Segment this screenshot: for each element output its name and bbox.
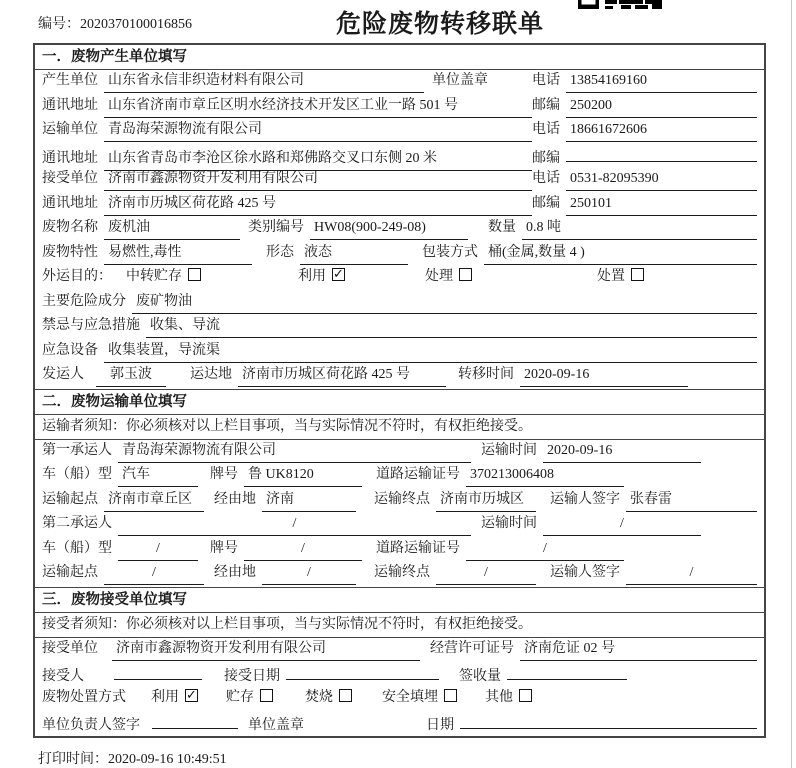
zip1-value: 250200 bbox=[566, 95, 757, 118]
dest-label: 运达地 bbox=[190, 367, 232, 382]
row-vehicle1 bbox=[35, 464, 764, 489]
purpose-option-transfer bbox=[126, 266, 201, 288]
disposal-option-burn-label: 焚烧 bbox=[305, 689, 333, 705]
accept-unit-label: 接受单位 bbox=[42, 640, 98, 656]
character-label: 废物特性 bbox=[42, 244, 98, 260]
row-receiver-left bbox=[42, 168, 532, 191]
origin2-value: / bbox=[104, 562, 204, 585]
end2-label: 运输终点 bbox=[374, 565, 430, 580]
document-number bbox=[38, 13, 192, 33]
phone3-label: 电话 bbox=[532, 171, 560, 186]
equipment-value: 收集装置，导流渠 bbox=[104, 340, 757, 363]
purpose-option-treat-label: 处理 bbox=[425, 269, 453, 284]
row-responsible-sign bbox=[35, 711, 764, 736]
row-equipment bbox=[35, 340, 764, 365]
responsible-sign-value bbox=[152, 711, 238, 729]
checkbox-icon bbox=[260, 689, 273, 702]
section2-notice: 运输者须知：你必须核对以上栏目事项，当与实际情况不符时，有权拒绝接受。 bbox=[35, 415, 764, 440]
disposal-label: 废物处置方式 bbox=[42, 689, 126, 705]
via2-value: / bbox=[262, 562, 356, 585]
via1-label: 经由地 bbox=[214, 491, 256, 507]
zip2-value bbox=[566, 144, 757, 162]
addr3-value: 济南市历城区荷花路 425 号 bbox=[104, 193, 532, 216]
qr-code-fragment bbox=[578, 0, 662, 9]
row-accept-person bbox=[35, 662, 764, 687]
purpose-option-use bbox=[298, 266, 345, 288]
row-producer-right bbox=[532, 70, 757, 93]
checkbox-icon bbox=[459, 268, 472, 281]
receiver-label: 接受单位 bbox=[42, 171, 98, 186]
category-label: 类别编号 bbox=[248, 220, 304, 235]
disposal-option-use-label: 利用 bbox=[151, 689, 179, 705]
accept-date-value bbox=[286, 662, 439, 680]
sign2-value: / bbox=[626, 562, 757, 585]
form-value: 液态 bbox=[300, 242, 408, 265]
dest-value: 济南市历城区荷花路 425 号 bbox=[238, 364, 446, 387]
row-transporter-address bbox=[35, 144, 764, 169]
packing-label: 包装方式 bbox=[422, 244, 478, 260]
plate2-label: 牌号 bbox=[210, 540, 238, 556]
producer-value: 山东省永信非织造材料有限公司 bbox=[104, 70, 424, 93]
checkbox-checked-icon bbox=[185, 689, 198, 702]
category-value: HW08(900-249-08) bbox=[310, 217, 468, 240]
disposal-option-store bbox=[226, 687, 273, 709]
print-time-label: 打印时间： bbox=[38, 752, 108, 767]
purpose-option-use-label: 利用 bbox=[298, 269, 326, 284]
disposal-option-other bbox=[485, 687, 532, 709]
operating-license-label: 经营许可证号 bbox=[430, 640, 514, 656]
plate1-value: 鲁 UK8120 bbox=[244, 464, 362, 487]
taboo-label: 禁忌与应急措施 bbox=[42, 318, 140, 333]
quantity-label: 数量 bbox=[488, 220, 516, 235]
plate1-label: 牌号 bbox=[210, 467, 238, 482]
row-route2 bbox=[35, 562, 764, 587]
row-waste-name bbox=[35, 217, 764, 242]
disposal-option-burn bbox=[305, 687, 352, 709]
transporter-value: 青岛海荣源物流有限公司 bbox=[104, 119, 532, 142]
row-carrier1 bbox=[35, 440, 764, 465]
disposal-option-landfill bbox=[382, 687, 457, 709]
checkbox-icon bbox=[339, 689, 352, 702]
carrier2-label: 第二承运人 bbox=[42, 516, 112, 531]
end1-value: 济南市历城区 bbox=[436, 489, 536, 512]
sign1-label: 运输人签字 bbox=[550, 491, 620, 507]
row-hazard bbox=[35, 291, 764, 316]
origin1-value: 济南市章丘区 bbox=[104, 489, 204, 512]
transfer-time-label: 转移时间 bbox=[458, 367, 514, 382]
addr3-label: 通讯地址 bbox=[42, 195, 98, 211]
vehicle2-label: 车（船）型 bbox=[42, 540, 112, 556]
purpose-option-dispose bbox=[597, 266, 644, 288]
manifest-form bbox=[33, 43, 766, 738]
phone1-label: 电话 bbox=[532, 73, 560, 88]
row-transporter-right bbox=[532, 119, 757, 142]
form-label: 形态 bbox=[266, 244, 294, 260]
via2-label: 经由地 bbox=[214, 565, 256, 580]
section3-notice: 接受者须知：你必须核对以上栏目事项，当与实际情况不符时，有权拒绝接受。 bbox=[35, 613, 764, 638]
checkbox-icon bbox=[188, 268, 201, 281]
row-producer-address bbox=[35, 95, 764, 120]
license1-label: 道路运输证号 bbox=[376, 467, 460, 482]
license2-value: / bbox=[466, 538, 624, 561]
purpose-option-transfer-label: 中转贮存 bbox=[126, 269, 182, 284]
producer-label: 产生单位 bbox=[42, 73, 98, 88]
checkbox-icon bbox=[519, 689, 532, 702]
hazard-label: 主要危险成分 bbox=[42, 293, 126, 309]
row-carrier2 bbox=[35, 513, 764, 538]
print-time-value: 2020-09-16 10:49:51 bbox=[108, 752, 227, 767]
disposal-option-store-label: 贮存 bbox=[226, 689, 254, 705]
addr1-value: 山东省济南市章丘区明水经济技术开发区工业一路 501 号 bbox=[104, 95, 532, 118]
row-vehicle2 bbox=[35, 538, 764, 563]
section1-heading: 一．废物产生单位填写 bbox=[35, 45, 764, 70]
page-title: 危险废物转移联单 bbox=[336, 11, 545, 38]
quantity-value: 0.8 吨 bbox=[522, 217, 757, 240]
checkbox-icon bbox=[444, 689, 457, 702]
purpose-option-treat bbox=[425, 266, 472, 288]
addr1-label: 通讯地址 bbox=[42, 97, 98, 113]
carrier1-label: 第一承运人 bbox=[42, 442, 112, 458]
sign1-value: 张春雷 bbox=[626, 489, 757, 512]
disposal-option-use bbox=[151, 687, 198, 709]
document-number-value: 2020370100016856 bbox=[80, 17, 192, 32]
accept-unit-value: 济南市鑫源物资开发利用有限公司 bbox=[112, 638, 420, 661]
row-producer-address-right bbox=[532, 95, 757, 118]
license1-value: 370213006408 bbox=[466, 464, 624, 487]
zip3-value: 250101 bbox=[566, 193, 757, 216]
row-receiver-address-left bbox=[42, 193, 532, 216]
origin2-label: 运输起点 bbox=[42, 565, 98, 580]
zip2-label: 邮编 bbox=[532, 150, 560, 166]
waste-name-label: 废物名称 bbox=[42, 220, 98, 235]
row-receiver bbox=[35, 168, 764, 193]
signed-amount-value bbox=[507, 662, 627, 680]
phone1-value: 13854169160 bbox=[566, 70, 757, 93]
origin1-label: 运输起点 bbox=[42, 491, 98, 507]
row-producer-address-left bbox=[42, 95, 532, 118]
section2-heading: 二．废物运输单位填写 bbox=[35, 389, 764, 415]
vehicle1-label: 车（船）型 bbox=[42, 467, 112, 482]
row-shipper bbox=[35, 364, 764, 389]
row-transporter-address-right bbox=[532, 144, 757, 170]
carrier1-value: 青岛海荣源物流有限公司 bbox=[118, 440, 471, 463]
carrier2-value: / bbox=[118, 513, 471, 536]
character-value: 易燃性,毒性 bbox=[104, 242, 252, 265]
addr2-label: 通讯地址 bbox=[42, 150, 98, 166]
disposal-option-landfill-label: 安全填埋 bbox=[382, 689, 438, 705]
end1-label: 运输终点 bbox=[374, 491, 430, 507]
signed-amount-label: 签收量 bbox=[459, 669, 501, 684]
row-taboo bbox=[35, 315, 764, 340]
sign2-label: 运输人签字 bbox=[550, 565, 620, 580]
receiver-value: 济南市鑫源物资开发利用有限公司 bbox=[104, 168, 532, 191]
row-receiver-address-right bbox=[532, 193, 757, 216]
packing-value: 桶(金属,数量 4 ) bbox=[484, 242, 757, 265]
shipper-label: 发运人 bbox=[42, 367, 84, 382]
responsible-sign-label: 单位负责人签字 bbox=[42, 718, 140, 733]
unit-seal2-label: 单位盖章 bbox=[248, 718, 304, 733]
checkbox-checked-icon bbox=[332, 268, 345, 281]
zip1-label: 邮编 bbox=[532, 97, 560, 113]
unit-seal-label: 单位盖章 bbox=[432, 73, 488, 88]
row-producer-left bbox=[42, 70, 532, 93]
row-waste-character bbox=[35, 242, 764, 267]
phone2-label: 电话 bbox=[532, 122, 560, 137]
plate2-value: / bbox=[244, 538, 362, 561]
phone3-value: 0531-82095390 bbox=[566, 168, 757, 191]
document-number-label: 编号： bbox=[38, 17, 80, 32]
page-edge-line bbox=[791, 0, 792, 768]
accept-person-label: 接受人 bbox=[42, 669, 84, 684]
disposal-option-other-label: 其他 bbox=[485, 689, 513, 705]
date2-value bbox=[460, 711, 757, 729]
shipper-value: 郭玉波 bbox=[96, 364, 166, 387]
row-route1 bbox=[35, 489, 764, 514]
row-accept-unit bbox=[35, 638, 764, 663]
time2-value: / bbox=[543, 513, 701, 536]
transfer-time-value: 2020-09-16 bbox=[520, 364, 688, 387]
taboo-value: 收集、导流 bbox=[146, 315, 757, 338]
row-receiver-address bbox=[35, 193, 764, 218]
date2-label: 日期 bbox=[426, 718, 454, 733]
accept-date-label: 接受日期 bbox=[224, 669, 280, 684]
row-receiver-right bbox=[532, 168, 757, 191]
row-disposal bbox=[35, 687, 764, 712]
purpose-label: 外运目的： bbox=[42, 269, 112, 284]
license2-label: 道路运输证号 bbox=[376, 540, 460, 556]
via1-value: 济南 bbox=[262, 489, 356, 512]
zip3-label: 邮编 bbox=[532, 195, 560, 211]
operating-license-value: 济南危证 02 号 bbox=[520, 638, 757, 661]
row-purpose bbox=[35, 266, 764, 291]
time2-label: 运输时间 bbox=[481, 516, 537, 531]
hazard-value: 废矿物油 bbox=[132, 291, 757, 314]
addr2-value: 山东省青岛市李沧区徐水路和郑佛路交叉口东侧 20 米 bbox=[104, 148, 532, 171]
vehicle1-value: 汽车 bbox=[118, 464, 198, 487]
time1-label: 运输时间 bbox=[481, 442, 537, 458]
accept-person-value bbox=[114, 662, 202, 680]
purpose-option-dispose-label: 处置 bbox=[597, 269, 625, 284]
row-producer bbox=[35, 70, 764, 95]
waste-name-value: 废机油 bbox=[104, 217, 240, 240]
end2-value: / bbox=[436, 562, 536, 585]
row-transporter-left bbox=[42, 119, 532, 142]
vehicle2-value: / bbox=[118, 538, 198, 561]
row-transporter bbox=[35, 119, 764, 144]
checkbox-icon bbox=[631, 268, 644, 281]
equipment-label: 应急设备 bbox=[42, 342, 98, 358]
time1-value: 2020-09-16 bbox=[543, 440, 701, 463]
transporter-label: 运输单位 bbox=[42, 122, 98, 137]
section3-heading: 三．废物接受单位填写 bbox=[35, 587, 764, 613]
print-time bbox=[38, 748, 227, 768]
phone2-value: 18661672606 bbox=[566, 119, 757, 142]
